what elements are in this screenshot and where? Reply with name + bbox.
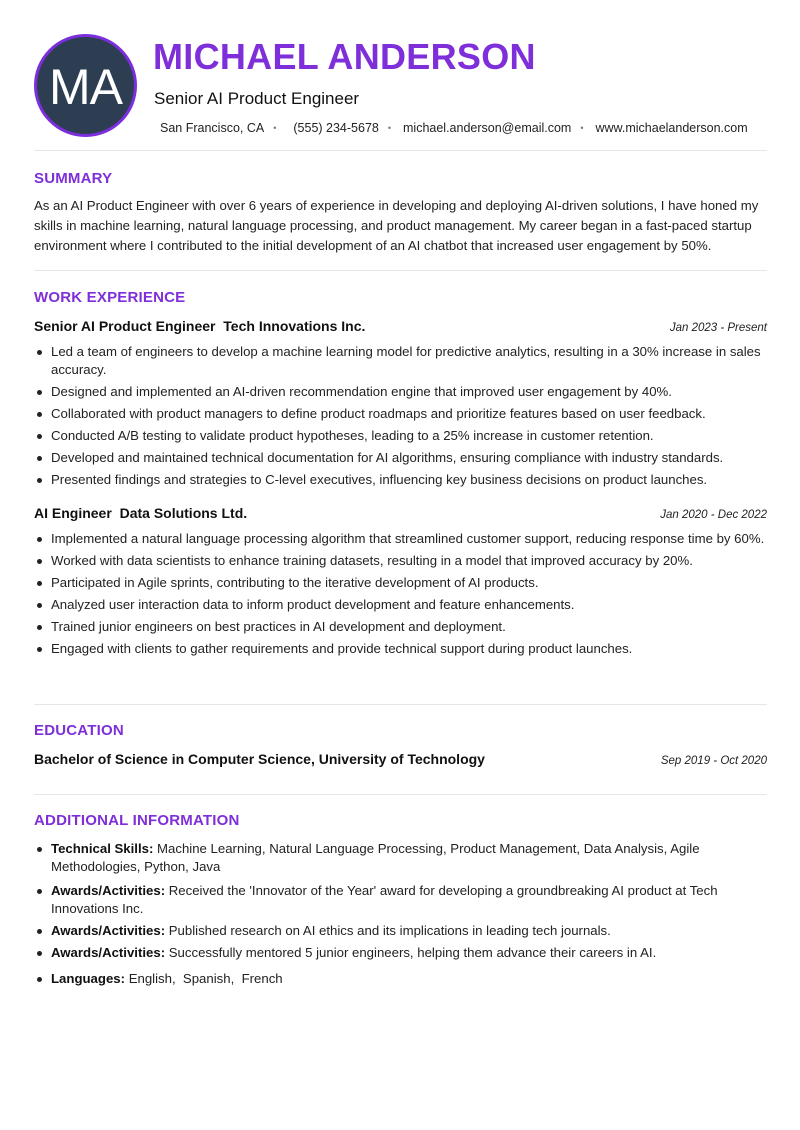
job-role: Senior AI Product Engineer (34, 318, 216, 334)
item-text: English, Spanish, French (128, 971, 283, 986)
item-text: Machine Learning, Natural Language Processing, Product Management, Data Analysis, Agile Methodologies, Python, Java (51, 841, 700, 874)
list-item (34, 944, 774, 962)
list-item: Worked with data scientists to enhance training datasets, resulting in a model that improved accuracy by 20%. (34, 552, 774, 570)
job-dates: Jan 2020 - Dec 2022 (660, 509, 767, 521)
list-item: Presented findings and strategies to C-level executives, influencing key business decisions on product launches. (34, 471, 774, 489)
education-heading: EDUCATION (34, 722, 124, 739)
list-item (34, 882, 774, 918)
summary-heading: SUMMARY (34, 170, 113, 187)
education-dates: Sep 2019 - Oct 2020 (660, 755, 767, 767)
contact-website[interactable]: www.michaelanderson.com (595, 121, 748, 135)
list-item: Analyzed user interaction data to inform product development and feature enhancements. (34, 596, 774, 614)
contact-phone[interactable]: (555) 234-5678 (293, 121, 379, 135)
list-item (34, 922, 774, 940)
additional-info-heading: ADDITIONAL INFORMATION (34, 812, 240, 829)
job-bullets (34, 343, 774, 493)
bullet-separator-icon: • (387, 123, 392, 133)
list-item (34, 840, 774, 876)
job-header (34, 318, 767, 334)
contact-email[interactable]: michael.anderson@email.com (403, 121, 572, 135)
item-label: Awards/Activities: (51, 923, 166, 938)
item-label: Languages: (51, 971, 126, 986)
resume-header (34, 34, 767, 150)
job-role: AI Engineer (34, 505, 112, 521)
bullet-separator-icon: • (273, 123, 277, 133)
item-text: Published research on AI ethics and its implications in leading tech journals. (168, 923, 611, 938)
education-entry (34, 751, 767, 767)
list-item: Engaged with clients to gather requirements and provide technical support during product launches. (34, 640, 774, 658)
job-dates: Jan 2023 - Present (669, 322, 767, 334)
item-text: Received the 'Innovator of the Year' award for developing a groundbreaking AI product at Tech Innovations Inc. (51, 883, 718, 916)
list-item: Collaborated with product managers to define product roadmaps and prioritize features based on user feedback. (34, 405, 774, 423)
list-item: Implemented a natural language processing algorithm that streamlined customer support, reducing response time by 60%. (34, 530, 774, 548)
job-role-company (34, 318, 365, 334)
item-text: Successfully mentored 5 junior engineers, helping them advance their careers in AI. (168, 945, 657, 960)
job-header (34, 505, 767, 521)
job-company: Data Solutions Ltd. (119, 505, 248, 521)
job-role-company (34, 505, 247, 521)
candidate-name: MICHAEL ANDERSON (153, 36, 536, 77)
list-item (34, 970, 774, 988)
list-item: Led a team of engineers to develop a machine learning model for predictive analytics, resulting in a 30% increase in sales accuracy. (34, 343, 774, 379)
item-label: Awards/Activities: (51, 945, 166, 960)
contact-location: San Francisco, CA (160, 121, 265, 135)
section-divider (34, 150, 767, 151)
work-experience-heading: WORK EXPERIENCE (34, 289, 186, 306)
list-item: Participated in Agile sprints, contributing to the iterative development of AI products. (34, 574, 774, 592)
list-item: Trained junior engineers on best practices in AI development and deployment. (34, 618, 774, 636)
section-divider (34, 270, 767, 271)
job-company: Tech Innovations Inc. (223, 318, 366, 334)
contact-line (160, 121, 748, 135)
list-item: Developed and maintained technical documentation for AI algorithms, ensuring compliance with industry standards. (34, 449, 774, 467)
additional-info-list (34, 840, 774, 992)
avatar-initials: MA (49, 58, 122, 115)
item-label: Awards/Activities: (51, 883, 166, 898)
item-label: Technical Skills: (51, 841, 154, 856)
avatar (34, 34, 137, 137)
section-divider (34, 794, 767, 795)
summary-text: As an AI Product Engineer with over 6 years of experience in developing and deploying AI-driven solutions, I have honed my skills in machine learning, natural language processing, and product management. My career began in a fast-paced startup environment where I contributed to the initial development of an AI chatbot that increased user engagement by 50%. (34, 198, 759, 253)
section-divider (34, 704, 767, 705)
candidate-title: Senior AI Product Engineer (154, 89, 360, 108)
list-item: Designed and implemented an AI-driven recommendation engine that improved user engagement by 40%. (34, 383, 774, 401)
bullet-separator-icon: • (580, 123, 584, 133)
list-item: Conducted A/B testing to validate product hypotheses, leading to a 25% increase in customer retention. (34, 427, 774, 445)
degree: Bachelor of Science in Computer Science, University of Technology (34, 751, 485, 767)
job-bullets (34, 530, 774, 662)
